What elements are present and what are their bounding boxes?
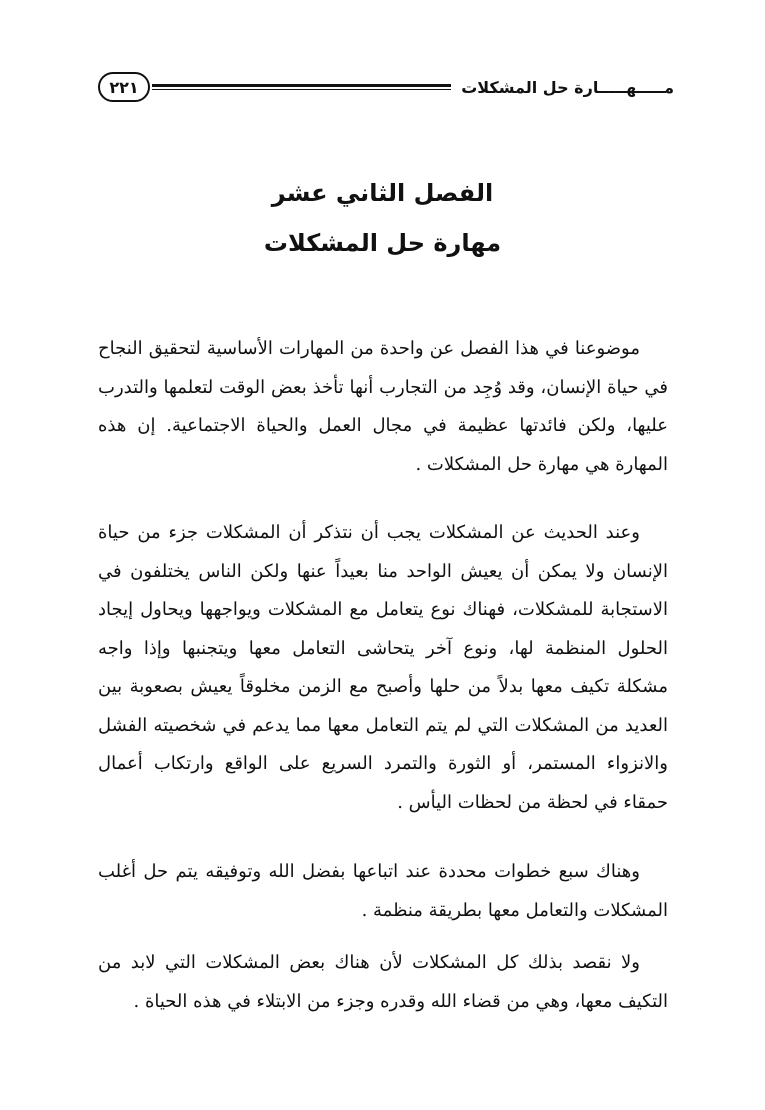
- paragraph-3: وهناك سبع خطوات محددة عند اتباعها بفضل الله وتوفيقه يتم حل أغلب المشكلات والتعامل معها بطريقة منظمة .: [98, 861, 668, 921]
- page-number-text: ٢٢١: [109, 77, 139, 97]
- header-rule: [152, 84, 451, 90]
- paragraph-2: وعند الحديث عن المشكلات يجب أن نتذكر أن المشكلات جزء من حياة الإنسان ولا يمكن أن يعيش الواحد منا بعيداً عنها ولكن الناس يختلفون في الاستجابة للمشكلات، فهناك نوع يتعامل مع المشكلات ويواجهها ويحاول إيجاد الحلول المنظمة لها، ونوع آخر يتحاشى التعامل معها ويتجنبها وإذا واجه مشكلة تكيف معها بدلاً من حلها وأصبح مع الزمن مخلوقاً يعيش بصعوبة بين العديد من المشكلات التي لم يتم التعامل معها مما يدعم في شخصيته الفشل والانزواء المستمر، أو الثورة والتمرد السريع على الواقع وارتكاب أعمال حمقاء في لحظة من لحظات اليأس .: [98, 522, 668, 813]
- running-header-title: مـــــهـــــارة حل المشكلات: [461, 77, 674, 97]
- chapter-title-heading: مهارة حل المشكلات: [263, 229, 502, 257]
- chapter-number-heading: الفصل الثاني عشر: [271, 179, 494, 207]
- running-header: [98, 70, 674, 104]
- paragraph-4: ولا نقصد بذلك كل المشكلات لأن هناك بعض المشكلات التي لابد من التكيف معها، وهي من قضاء الله وقدره وجزء من الابتلاء في هذه الحياة .: [98, 952, 668, 1012]
- paragraph-1: موضوعنا في هذا الفصل عن واحدة من المهارات الأساسية لتحقيق النجاح في حياة الإنسان، وقد وُجِد من التجارب أنها تأخذ بعض الوقت لتعلمها والتدرب عليها، ولكن فائدتها عظيمة في مجال العمل والحياة الاجتماعية. إن هذه المهارة هي مهارة حل المشكلات .: [98, 338, 668, 475]
- page-number: [98, 72, 150, 102]
